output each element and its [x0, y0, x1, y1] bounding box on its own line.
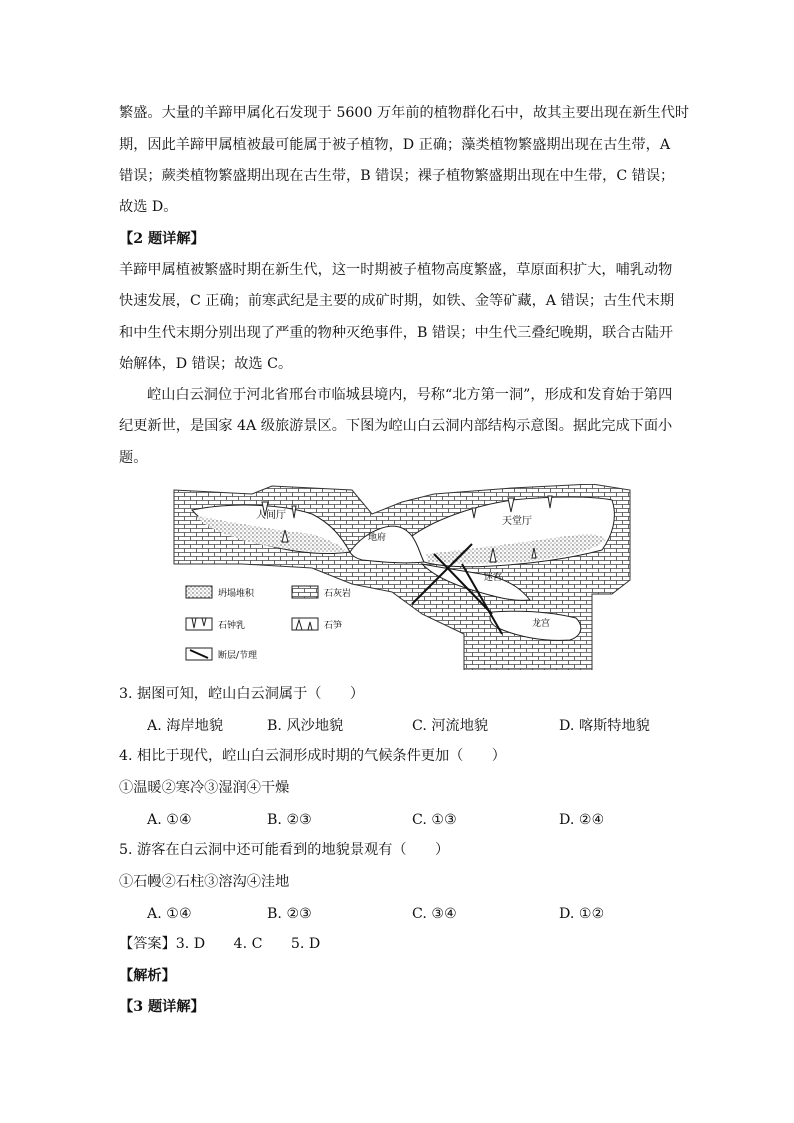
paragraph-line: 故选 D。: [119, 199, 178, 215]
legend-swatch-limestone: [292, 586, 318, 598]
label-longgong: 龙宫: [532, 619, 551, 629]
legend-swatch-stalagmite: [292, 618, 318, 630]
option-c: C. 河流地貌: [412, 718, 489, 734]
option-c: C. ①③: [412, 812, 457, 828]
analysis-heading: 【解析】: [119, 968, 176, 984]
legend: [186, 586, 351, 661]
question-subitems: ①温暖②寒冷③湿润④干燥: [119, 780, 290, 796]
legend-stalagmite: 石笋: [324, 621, 343, 631]
option-b: B. ②③: [267, 812, 312, 828]
label-tiantang: 天堂厅: [502, 516, 532, 527]
intro-line: 题。: [119, 450, 148, 466]
option-d: D. ②④: [559, 812, 605, 828]
label-difu: 地府: [368, 533, 387, 543]
intro-line: 纪更新世，是国家 4A 级旅游景区。下图为崆山白云洞内部结构示意图。据此完成下面小: [119, 418, 673, 434]
paragraph-line: 错误；蕨类植物繁盛期出现在古生带，B 错误；裸子植物繁盛期出现在中生带，C 错误；: [119, 168, 675, 184]
detail-heading: 【3 题详解】: [119, 999, 205, 1015]
answer-line: 【答案】3. D 4. C 5. D: [119, 936, 321, 952]
paragraph-line: 和中生代末期分别出现了严重的物种灭绝事件，B 错误；中生代三叠纪晚期，联合古陆开: [119, 325, 674, 341]
option-a: A. 海岸地貌: [147, 718, 224, 734]
option-b: B. ②③: [267, 906, 312, 922]
question-stem: 5. 游客在白云洞中还可能看到的地貌景观有（ ）: [119, 842, 450, 858]
label-migong: 迷宫: [484, 573, 503, 583]
section-heading: 【2 题详解】: [119, 231, 205, 247]
option-a: A. ①④: [147, 812, 192, 828]
legend-fault: 断层/节理: [218, 651, 258, 661]
paragraph-line: 繁盛。大量的羊蹄甲属化石发现于 5600 万年前的植物群化石中，故其主要出现在新生代时: [119, 105, 690, 121]
option-b: B. 风沙地貌: [267, 718, 344, 734]
legend-collapse: 坍塌堆积: [218, 589, 255, 599]
option-c: C. ③④: [412, 906, 457, 922]
paragraph-line: 期，因此羊蹄甲属植被最可能属于被子植物，D 正确；藻类植物繁盛期出现在古生带，A: [119, 137, 671, 153]
paragraph-line: 快速发展，C 正确；前寒武纪是主要的成矿时期，如铁、金等矿藏，A 错误；古生代末期: [119, 293, 675, 309]
question-stem: 3. 据图可知，崆山白云洞属于（ ）: [119, 686, 365, 702]
option-a: A. ①④: [147, 906, 192, 922]
paragraph-line: 始解体，D 错误；故选 C。: [119, 356, 293, 372]
question-stem: 4. 相比于现代，崆山白云洞形成时期的气候条件更加（ ）: [119, 748, 506, 764]
intro-line: 崆山白云洞位于河北省邢台市临城县境内，号称“北方第一洞”，形成和发育始于第四: [147, 387, 673, 403]
legend-swatch-collapse: [186, 586, 212, 598]
legend-swatch-stalactite: [186, 618, 212, 630]
paragraph-line: 羊蹄甲属植被繁盛时期在新生代，这一时期被子植物高度繁盛，草原面积扩大，哺乳动物: [119, 262, 673, 278]
option-d: D. ①②: [559, 906, 605, 922]
cave-structure-diagram: [172, 484, 632, 670]
option-d: D. 喀斯特地貌: [559, 718, 650, 734]
question-subitems: ①石幔②石柱③溶沟④洼地: [119, 874, 290, 890]
legend-stalactite: 石钟乳: [218, 621, 246, 631]
legend-limestone: 石灰岩: [324, 589, 352, 599]
label-renjian: 人间厅: [256, 510, 286, 521]
